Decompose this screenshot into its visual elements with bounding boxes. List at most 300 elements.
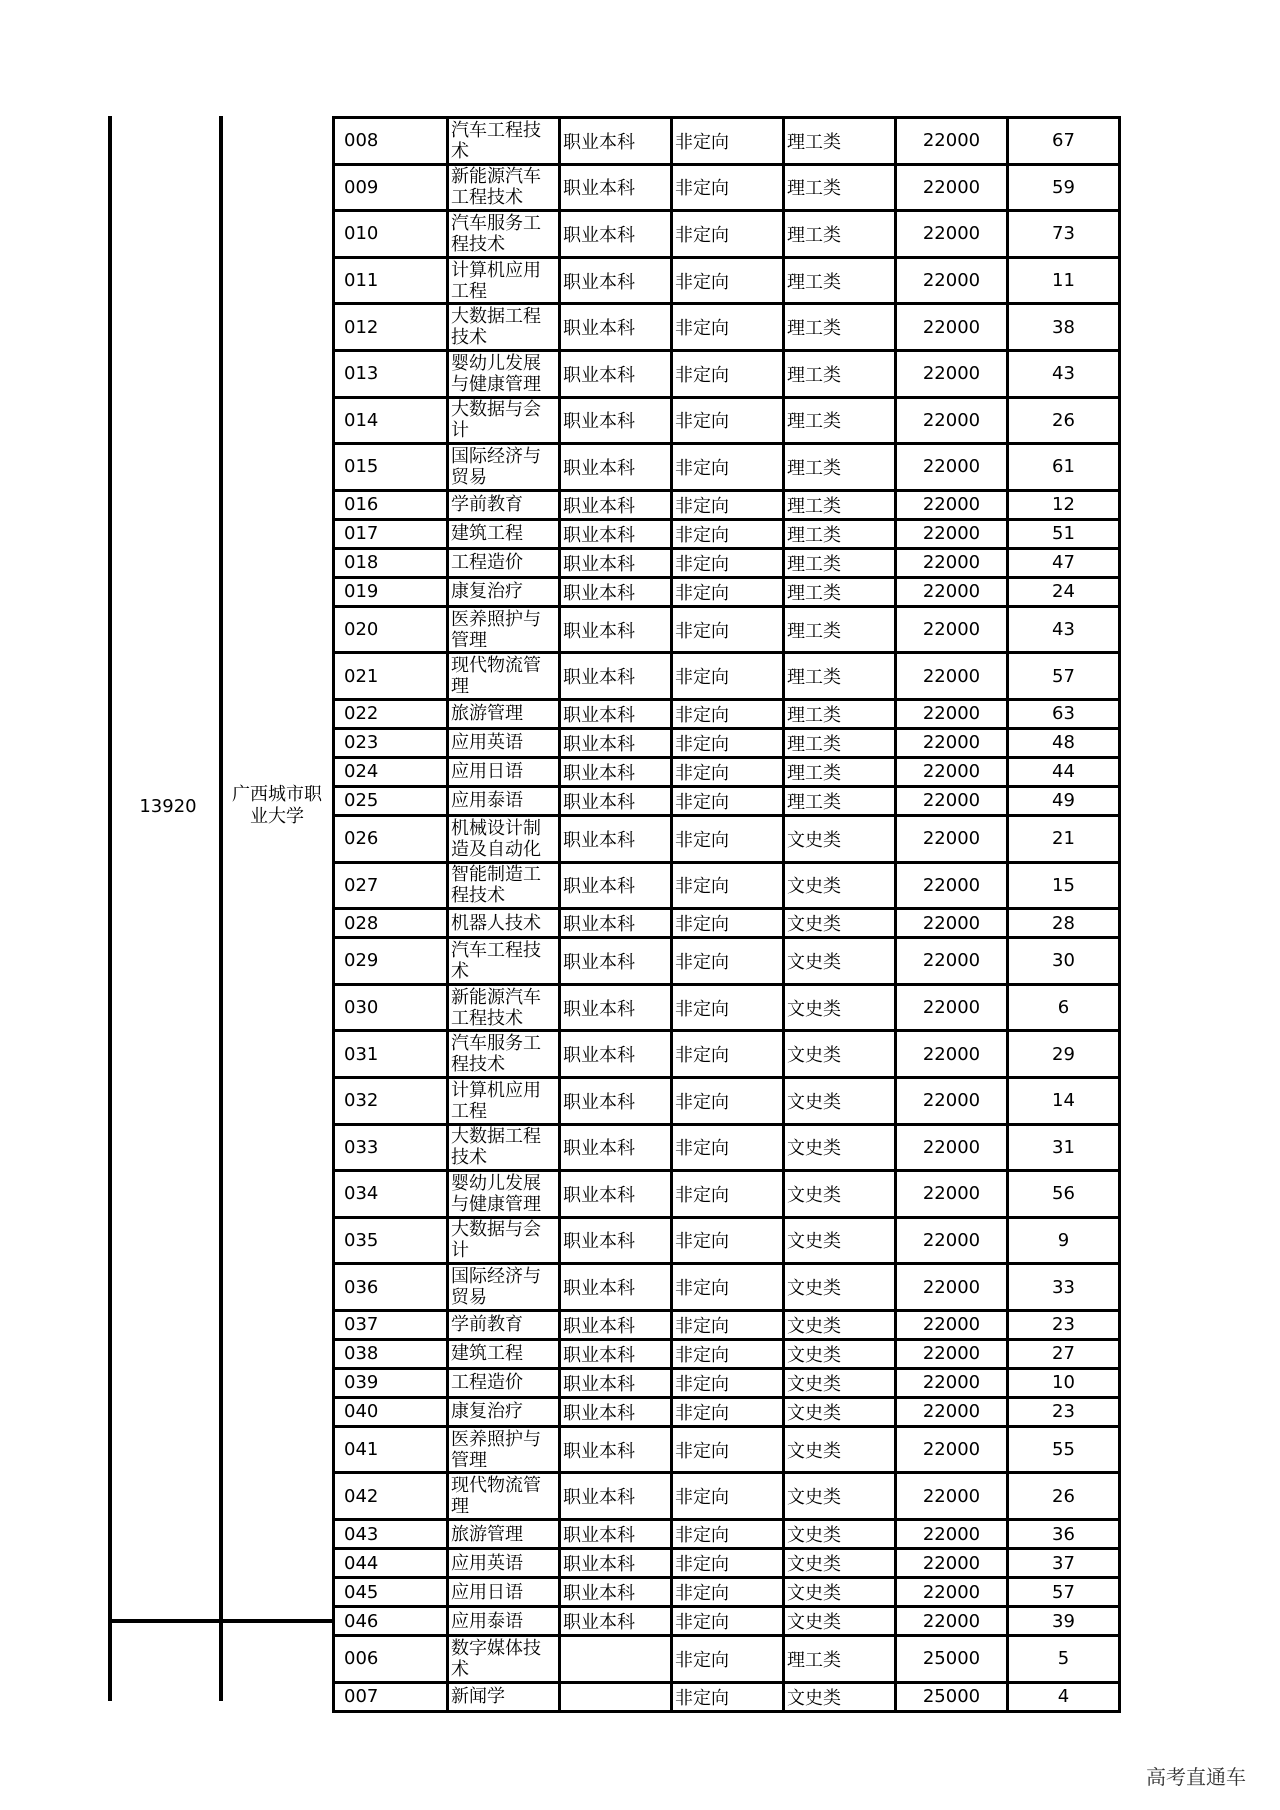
row-count-cell: 23 [1008, 1310, 1120, 1339]
row-major-cell: 大数据与会计 [448, 1217, 560, 1264]
row-fee-cell: 22000 [896, 1310, 1008, 1339]
row-count-cell: 27 [1008, 1339, 1120, 1368]
row-code-cell: 036 [334, 1264, 448, 1311]
row-plan-cell: 非定向 [672, 938, 784, 985]
table-row [334, 728, 1120, 757]
row-level-cell: 职业本科 [560, 397, 672, 444]
row-plan-cell: 非定向 [672, 1426, 784, 1473]
row-category-cell: 文史类 [784, 1339, 896, 1368]
row-category-cell: 理工类 [784, 490, 896, 519]
row-code-cell: 018 [334, 548, 448, 577]
table-row [334, 577, 1120, 606]
table-row [334, 1473, 1120, 1520]
row-plan-cell: 非定向 [672, 164, 784, 211]
row-major-cell: 旅游管理 [448, 1520, 560, 1549]
row-count-cell: 61 [1008, 444, 1120, 491]
row-major-cell: 医养照护与管理 [448, 606, 560, 653]
row-plan-cell: 非定向 [672, 1310, 784, 1339]
row-category-cell: 理工类 [784, 1636, 896, 1683]
row-count-cell: 44 [1008, 757, 1120, 786]
row-category-cell: 文史类 [784, 1426, 896, 1473]
row-plan-cell: 非定向 [672, 606, 784, 653]
row-plan-cell: 非定向 [672, 653, 784, 700]
table-row [334, 1264, 1120, 1311]
row-plan-cell: 非定向 [672, 1520, 784, 1549]
row-plan-cell: 非定向 [672, 1077, 784, 1124]
row-major-cell: 工程造价 [448, 1368, 560, 1397]
row-plan-cell: 非定向 [672, 984, 784, 1031]
row-plan-cell: 非定向 [672, 1607, 784, 1636]
row-major-cell: 汽车工程技术 [448, 938, 560, 985]
row-level-cell: 职业本科 [560, 577, 672, 606]
row-level-cell [560, 1682, 672, 1711]
row-fee-cell: 22000 [896, 1339, 1008, 1368]
row-fee-cell: 22000 [896, 653, 1008, 700]
row-category-cell: 理工类 [784, 304, 896, 351]
row-fee-cell: 22000 [896, 1077, 1008, 1124]
row-level-cell: 职业本科 [560, 211, 672, 258]
row-level-cell: 职业本科 [560, 699, 672, 728]
row-code-cell: 008 [334, 118, 448, 165]
row-fee-cell: 22000 [896, 577, 1008, 606]
row-plan-cell: 非定向 [672, 397, 784, 444]
row-code-cell: 044 [334, 1549, 448, 1578]
row-level-cell: 职业本科 [560, 1549, 672, 1578]
row-plan-cell: 非定向 [672, 444, 784, 491]
row-category-cell: 文史类 [784, 1310, 896, 1339]
table-row [334, 815, 1120, 862]
row-fee-cell: 22000 [896, 699, 1008, 728]
row-count-cell: 57 [1008, 1578, 1120, 1607]
row-plan-cell: 非定向 [672, 1473, 784, 1520]
row-level-cell: 职业本科 [560, 1426, 672, 1473]
row-plan-cell: 非定向 [672, 909, 784, 938]
row-count-cell: 31 [1008, 1124, 1120, 1171]
row-major-cell: 应用泰语 [448, 1607, 560, 1636]
row-code-cell: 039 [334, 1368, 448, 1397]
row-major-cell: 汽车服务工程技术 [448, 1031, 560, 1078]
row-fee-cell: 22000 [896, 938, 1008, 985]
row-fee-cell: 22000 [896, 1031, 1008, 1078]
table-row [334, 548, 1120, 577]
row-fee-cell: 22000 [896, 606, 1008, 653]
row-fee-cell: 22000 [896, 257, 1008, 304]
row-major-cell: 现代物流管理 [448, 1473, 560, 1520]
row-category-cell: 理工类 [784, 519, 896, 548]
row-major-cell: 工程造价 [448, 548, 560, 577]
row-category-cell: 文史类 [784, 815, 896, 862]
row-count-cell: 30 [1008, 938, 1120, 985]
row-fee-cell: 22000 [896, 1520, 1008, 1549]
row-fee-cell: 22000 [896, 862, 1008, 909]
row-level-cell: 职业本科 [560, 1217, 672, 1264]
row-fee-cell: 22000 [896, 1549, 1008, 1578]
row-plan-cell: 非定向 [672, 257, 784, 304]
row-major-cell: 机械设计制造及自动化 [448, 815, 560, 862]
row-major-cell: 学前教育 [448, 490, 560, 519]
row-fee-cell: 22000 [896, 1217, 1008, 1264]
table-row [334, 1578, 1120, 1607]
row-category-cell: 文史类 [784, 938, 896, 985]
row-major-cell: 国际经济与贸易 [448, 1264, 560, 1311]
row-count-cell: 43 [1008, 606, 1120, 653]
row-fee-cell: 22000 [896, 1171, 1008, 1218]
row-code-cell: 045 [334, 1578, 448, 1607]
row-code-cell: 035 [334, 1217, 448, 1264]
table-row [334, 984, 1120, 1031]
table-row [334, 444, 1120, 491]
row-count-cell: 49 [1008, 786, 1120, 815]
row-count-cell: 57 [1008, 653, 1120, 700]
row-category-cell: 文史类 [784, 1368, 896, 1397]
table-row [334, 909, 1120, 938]
row-code-cell: 019 [334, 577, 448, 606]
row-category-cell: 文史类 [784, 1549, 896, 1578]
row-count-cell: 67 [1008, 118, 1120, 165]
row-major-cell: 大数据工程技术 [448, 1124, 560, 1171]
row-category-cell: 理工类 [784, 757, 896, 786]
row-level-cell: 职业本科 [560, 1031, 672, 1078]
row-major-cell: 婴幼儿发展与健康管理 [448, 350, 560, 397]
row-major-cell: 新闻学 [448, 1682, 560, 1711]
row-count-cell: 24 [1008, 577, 1120, 606]
school-code: 13920 [139, 796, 197, 817]
row-major-cell: 新能源汽车工程技术 [448, 164, 560, 211]
row-category-cell: 文史类 [784, 1217, 896, 1264]
row-fee-cell: 22000 [896, 1473, 1008, 1520]
row-code-cell: 023 [334, 728, 448, 757]
row-code-cell: 037 [334, 1310, 448, 1339]
row-code-cell: 017 [334, 519, 448, 548]
row-major-cell: 应用日语 [448, 1578, 560, 1607]
enrollment-table [332, 116, 1121, 1713]
row-count-cell: 28 [1008, 909, 1120, 938]
row-code-cell: 015 [334, 444, 448, 491]
table-row [334, 1682, 1120, 1711]
row-plan-cell: 非定向 [672, 519, 784, 548]
row-code-cell: 012 [334, 304, 448, 351]
table-row [334, 118, 1120, 165]
row-major-cell: 应用日语 [448, 757, 560, 786]
row-category-cell: 理工类 [784, 786, 896, 815]
row-fee-cell: 22000 [896, 1397, 1008, 1426]
row-plan-cell: 非定向 [672, 862, 784, 909]
row-plan-cell: 非定向 [672, 1397, 784, 1426]
table-row [334, 699, 1120, 728]
row-code-cell: 033 [334, 1124, 448, 1171]
school-column-left-line [219, 116, 223, 1701]
row-level-cell: 职业本科 [560, 164, 672, 211]
row-category-cell: 理工类 [784, 118, 896, 165]
row-major-cell: 数字媒体技术 [448, 1636, 560, 1683]
row-code-cell: 020 [334, 606, 448, 653]
table-row [334, 164, 1120, 211]
row-level-cell: 职业本科 [560, 606, 672, 653]
row-fee-cell: 22000 [896, 397, 1008, 444]
row-category-cell: 文史类 [784, 1171, 896, 1218]
table-row [334, 1310, 1120, 1339]
row-code-cell: 031 [334, 1031, 448, 1078]
row-fee-cell: 22000 [896, 786, 1008, 815]
row-code-cell: 034 [334, 1171, 448, 1218]
row-count-cell: 39 [1008, 1607, 1120, 1636]
row-fee-cell: 22000 [896, 118, 1008, 165]
row-category-cell: 文史类 [784, 1397, 896, 1426]
table-row [334, 1607, 1120, 1636]
row-count-cell: 23 [1008, 1397, 1120, 1426]
row-level-cell: 职业本科 [560, 757, 672, 786]
row-category-cell: 理工类 [784, 257, 896, 304]
table-row [334, 606, 1120, 653]
table-row [334, 1426, 1120, 1473]
enrollment-table-body [334, 118, 1120, 1712]
row-level-cell: 职业本科 [560, 1397, 672, 1426]
row-fee-cell: 22000 [896, 490, 1008, 519]
row-fee-cell: 25000 [896, 1682, 1008, 1711]
row-level-cell: 职业本科 [560, 984, 672, 1031]
row-fee-cell: 22000 [896, 1426, 1008, 1473]
row-code-cell: 026 [334, 815, 448, 862]
row-count-cell: 14 [1008, 1077, 1120, 1124]
row-level-cell: 职业本科 [560, 1077, 672, 1124]
row-level-cell: 职业本科 [560, 519, 672, 548]
table-row [334, 1636, 1120, 1683]
row-count-cell: 5 [1008, 1636, 1120, 1683]
row-level-cell: 职业本科 [560, 1310, 672, 1339]
row-code-cell: 030 [334, 984, 448, 1031]
table-row [334, 653, 1120, 700]
row-count-cell: 51 [1008, 519, 1120, 548]
row-plan-cell: 非定向 [672, 699, 784, 728]
row-fee-cell: 22000 [896, 548, 1008, 577]
row-category-cell: 理工类 [784, 548, 896, 577]
row-count-cell: 38 [1008, 304, 1120, 351]
row-fee-cell: 22000 [896, 444, 1008, 491]
table-row [334, 862, 1120, 909]
row-count-cell: 47 [1008, 548, 1120, 577]
row-category-cell: 文史类 [784, 1264, 896, 1311]
row-code-cell: 022 [334, 699, 448, 728]
row-code-cell: 016 [334, 490, 448, 519]
row-code-cell: 011 [334, 257, 448, 304]
row-fee-cell: 22000 [896, 164, 1008, 211]
row-count-cell: 73 [1008, 211, 1120, 258]
table-row [334, 257, 1120, 304]
row-code-cell: 038 [334, 1339, 448, 1368]
table-row [334, 1520, 1120, 1549]
row-level-cell: 职业本科 [560, 909, 672, 938]
row-category-cell: 文史类 [784, 1473, 896, 1520]
table-row [334, 490, 1120, 519]
row-fee-cell: 22000 [896, 909, 1008, 938]
row-fee-cell: 22000 [896, 1264, 1008, 1311]
row-level-cell: 职业本科 [560, 1124, 672, 1171]
row-plan-cell: 非定向 [672, 304, 784, 351]
school-name-line-1: 广西城市职 [232, 784, 322, 805]
row-level-cell: 职业本科 [560, 304, 672, 351]
table-row [334, 1549, 1120, 1578]
row-plan-cell: 非定向 [672, 1339, 784, 1368]
row-category-cell: 理工类 [784, 164, 896, 211]
row-count-cell: 59 [1008, 164, 1120, 211]
row-code-cell: 009 [334, 164, 448, 211]
school-name [224, 784, 330, 828]
row-category-cell: 文史类 [784, 1520, 896, 1549]
row-level-cell: 职业本科 [560, 490, 672, 519]
row-plan-cell: 非定向 [672, 1682, 784, 1711]
row-level-cell: 职业本科 [560, 1607, 672, 1636]
row-major-cell: 学前教育 [448, 1310, 560, 1339]
row-plan-cell: 非定向 [672, 577, 784, 606]
row-major-cell: 建筑工程 [448, 1339, 560, 1368]
row-code-cell: 027 [334, 862, 448, 909]
row-major-cell: 大数据与会计 [448, 397, 560, 444]
row-level-cell: 职业本科 [560, 815, 672, 862]
row-fee-cell: 22000 [896, 211, 1008, 258]
row-fee-cell: 22000 [896, 728, 1008, 757]
table-row [334, 1031, 1120, 1078]
row-level-cell: 职业本科 [560, 728, 672, 757]
table-row [334, 786, 1120, 815]
row-count-cell: 37 [1008, 1549, 1120, 1578]
row-plan-cell: 非定向 [672, 786, 784, 815]
table-row [334, 938, 1120, 985]
row-level-cell: 职业本科 [560, 938, 672, 985]
row-category-cell: 理工类 [784, 606, 896, 653]
row-fee-cell: 22000 [896, 1578, 1008, 1607]
row-level-cell: 职业本科 [560, 1368, 672, 1397]
row-fee-cell: 22000 [896, 757, 1008, 786]
row-plan-cell: 非定向 [672, 118, 784, 165]
table-row [334, 211, 1120, 258]
table-row [334, 350, 1120, 397]
table-row [334, 1339, 1120, 1368]
row-category-cell: 文史类 [784, 1124, 896, 1171]
row-count-cell: 9 [1008, 1217, 1120, 1264]
row-count-cell: 10 [1008, 1368, 1120, 1397]
row-category-cell: 理工类 [784, 350, 896, 397]
row-category-cell: 理工类 [784, 728, 896, 757]
row-category-cell: 理工类 [784, 211, 896, 258]
row-code-cell: 010 [334, 211, 448, 258]
row-plan-cell: 非定向 [672, 1549, 784, 1578]
table-row [334, 304, 1120, 351]
row-code-cell: 041 [334, 1426, 448, 1473]
row-count-cell: 55 [1008, 1426, 1120, 1473]
row-major-cell: 计算机应用工程 [448, 257, 560, 304]
row-code-cell: 006 [334, 1636, 448, 1683]
row-fee-cell: 22000 [896, 350, 1008, 397]
row-code-cell: 028 [334, 909, 448, 938]
row-category-cell: 文史类 [784, 984, 896, 1031]
row-plan-cell: 非定向 [672, 1368, 784, 1397]
row-code-cell: 029 [334, 938, 448, 985]
row-fee-cell: 22000 [896, 1607, 1008, 1636]
row-level-cell: 职业本科 [560, 653, 672, 700]
row-plan-cell: 非定向 [672, 490, 784, 519]
row-level-cell: 职业本科 [560, 257, 672, 304]
row-category-cell: 文史类 [784, 1077, 896, 1124]
row-plan-cell: 非定向 [672, 548, 784, 577]
row-plan-cell: 非定向 [672, 1031, 784, 1078]
row-code-cell: 042 [334, 1473, 448, 1520]
row-code-cell: 024 [334, 757, 448, 786]
watermark-text: 高考直通车 [1146, 1765, 1246, 1789]
row-plan-cell: 非定向 [672, 728, 784, 757]
row-fee-cell: 22000 [896, 1368, 1008, 1397]
row-category-cell: 文史类 [784, 1682, 896, 1711]
row-category-cell: 文史类 [784, 1031, 896, 1078]
row-plan-cell: 非定向 [672, 1124, 784, 1171]
row-fee-cell: 22000 [896, 984, 1008, 1031]
row-count-cell: 6 [1008, 984, 1120, 1031]
row-major-cell: 应用泰语 [448, 786, 560, 815]
row-code-cell: 021 [334, 653, 448, 700]
row-major-cell: 婴幼儿发展与健康管理 [448, 1171, 560, 1218]
row-category-cell: 文史类 [784, 862, 896, 909]
row-major-cell: 机器人技术 [448, 909, 560, 938]
row-level-cell: 职业本科 [560, 118, 672, 165]
row-count-cell: 48 [1008, 728, 1120, 757]
row-level-cell: 职业本科 [560, 548, 672, 577]
row-major-cell: 汽车工程技术 [448, 118, 560, 165]
row-level-cell: 职业本科 [560, 350, 672, 397]
row-level-cell: 职业本科 [560, 786, 672, 815]
row-code-cell: 025 [334, 786, 448, 815]
row-plan-cell: 非定向 [672, 1636, 784, 1683]
row-plan-cell: 非定向 [672, 757, 784, 786]
row-count-cell: 21 [1008, 815, 1120, 862]
row-major-cell: 大数据工程技术 [448, 304, 560, 351]
row-plan-cell: 非定向 [672, 350, 784, 397]
row-count-cell: 36 [1008, 1520, 1120, 1549]
row-count-cell: 33 [1008, 1264, 1120, 1311]
row-major-cell: 应用英语 [448, 728, 560, 757]
row-count-cell: 56 [1008, 1171, 1120, 1218]
row-plan-cell: 非定向 [672, 1171, 784, 1218]
table-row [334, 1077, 1120, 1124]
table-row [334, 397, 1120, 444]
row-category-cell: 文史类 [784, 1578, 896, 1607]
row-fee-cell: 22000 [896, 519, 1008, 548]
table-row [334, 1368, 1120, 1397]
table-row [334, 519, 1120, 548]
row-level-cell: 职业本科 [560, 1520, 672, 1549]
row-count-cell: 29 [1008, 1031, 1120, 1078]
row-count-cell: 11 [1008, 257, 1120, 304]
row-count-cell: 26 [1008, 1473, 1120, 1520]
row-category-cell: 理工类 [784, 397, 896, 444]
row-code-cell: 043 [334, 1520, 448, 1549]
row-category-cell: 理工类 [784, 444, 896, 491]
school-block-divider [108, 1619, 334, 1623]
table-row [334, 1171, 1120, 1218]
row-major-cell: 康复治疗 [448, 1397, 560, 1426]
row-plan-cell: 非定向 [672, 1578, 784, 1607]
row-code-cell: 007 [334, 1682, 448, 1711]
row-count-cell: 15 [1008, 862, 1120, 909]
row-major-cell: 计算机应用工程 [448, 1077, 560, 1124]
row-level-cell: 职业本科 [560, 1473, 672, 1520]
table-row [334, 757, 1120, 786]
row-major-cell: 建筑工程 [448, 519, 560, 548]
row-fee-cell: 22000 [896, 1124, 1008, 1171]
row-major-cell: 智能制造工程技术 [448, 862, 560, 909]
table-row [334, 1397, 1120, 1426]
row-plan-cell: 非定向 [672, 211, 784, 258]
row-major-cell: 医养照护与管理 [448, 1426, 560, 1473]
table-row [334, 1217, 1120, 1264]
